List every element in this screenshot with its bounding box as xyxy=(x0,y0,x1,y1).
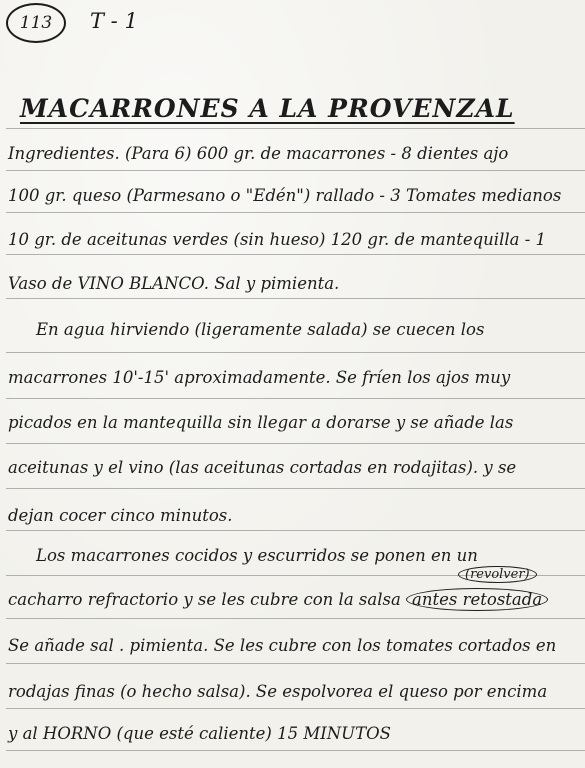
ruled-line xyxy=(6,254,585,255)
ruled-line xyxy=(6,212,585,213)
recipe-line: Ingredientes. (Para 6) 600 gr. de macarrones - 8 dientes ajo xyxy=(8,144,509,163)
ruled-line xyxy=(6,128,585,129)
recipe-line-text: cacharro refractorio y se les cubre con la salsa xyxy=(8,590,401,609)
correction-note: (revolver) xyxy=(458,566,537,583)
recipe-line: aceitunas y el vino (las aceitunas cortadas en rodajitas). y se xyxy=(8,458,517,477)
recipe-line: macarrones 10'-15' aproximadamente. Se fríen los ajos muy xyxy=(8,368,511,387)
ruled-line xyxy=(6,530,585,531)
circled-note: antes retostada xyxy=(406,588,548,611)
recipe-line: dejan cocer cinco minutos. xyxy=(8,506,233,525)
ruled-line xyxy=(6,488,585,489)
recipe-line: 100 gr. queso (Parmesano o "Edén") rallado - 3 Tomates medianos xyxy=(8,186,562,205)
ruled-line xyxy=(6,170,585,171)
recipe-line: 10 gr. de aceitunas verdes (sin hueso) 120 gr. de mantequilla - 1 xyxy=(8,230,547,249)
recipe-line: Los macarrones cocidos y escurridos se ponen en un xyxy=(36,546,478,565)
ruled-line xyxy=(6,663,585,664)
ruled-line xyxy=(6,708,585,709)
recipe-line xyxy=(8,592,548,609)
recipe-line: Vaso de VINO BLANCO. Sal y pimienta. xyxy=(8,274,340,293)
recipe-line: y al HORNO (que esté caliente) 15 MINUTOS xyxy=(8,724,391,743)
recipe-line: Se añade sal . pimienta. Se les cubre con los tomates cortados en xyxy=(8,636,557,655)
ruled-line xyxy=(6,398,585,399)
recipe-line: rodajas finas (o hecho salsa). Se espolvorea el queso por encima xyxy=(8,682,548,701)
recipe-line: En agua hirviendo (ligeramente salada) se cuecen los xyxy=(36,320,485,339)
ruled-line xyxy=(6,352,585,353)
ruled-line xyxy=(6,750,585,751)
recipe-line: picados en la mantequilla sin llegar a dorarse y se añade las xyxy=(8,413,514,432)
page-number xyxy=(6,3,66,43)
recipe-title: MACARRONES A LA PROVENZAL xyxy=(20,94,515,123)
ruled-line xyxy=(6,443,585,444)
page-code: T - 1 xyxy=(90,9,138,33)
ruled-line xyxy=(6,298,585,299)
ruled-line xyxy=(6,618,585,619)
page-number-text: 113 xyxy=(19,13,53,33)
